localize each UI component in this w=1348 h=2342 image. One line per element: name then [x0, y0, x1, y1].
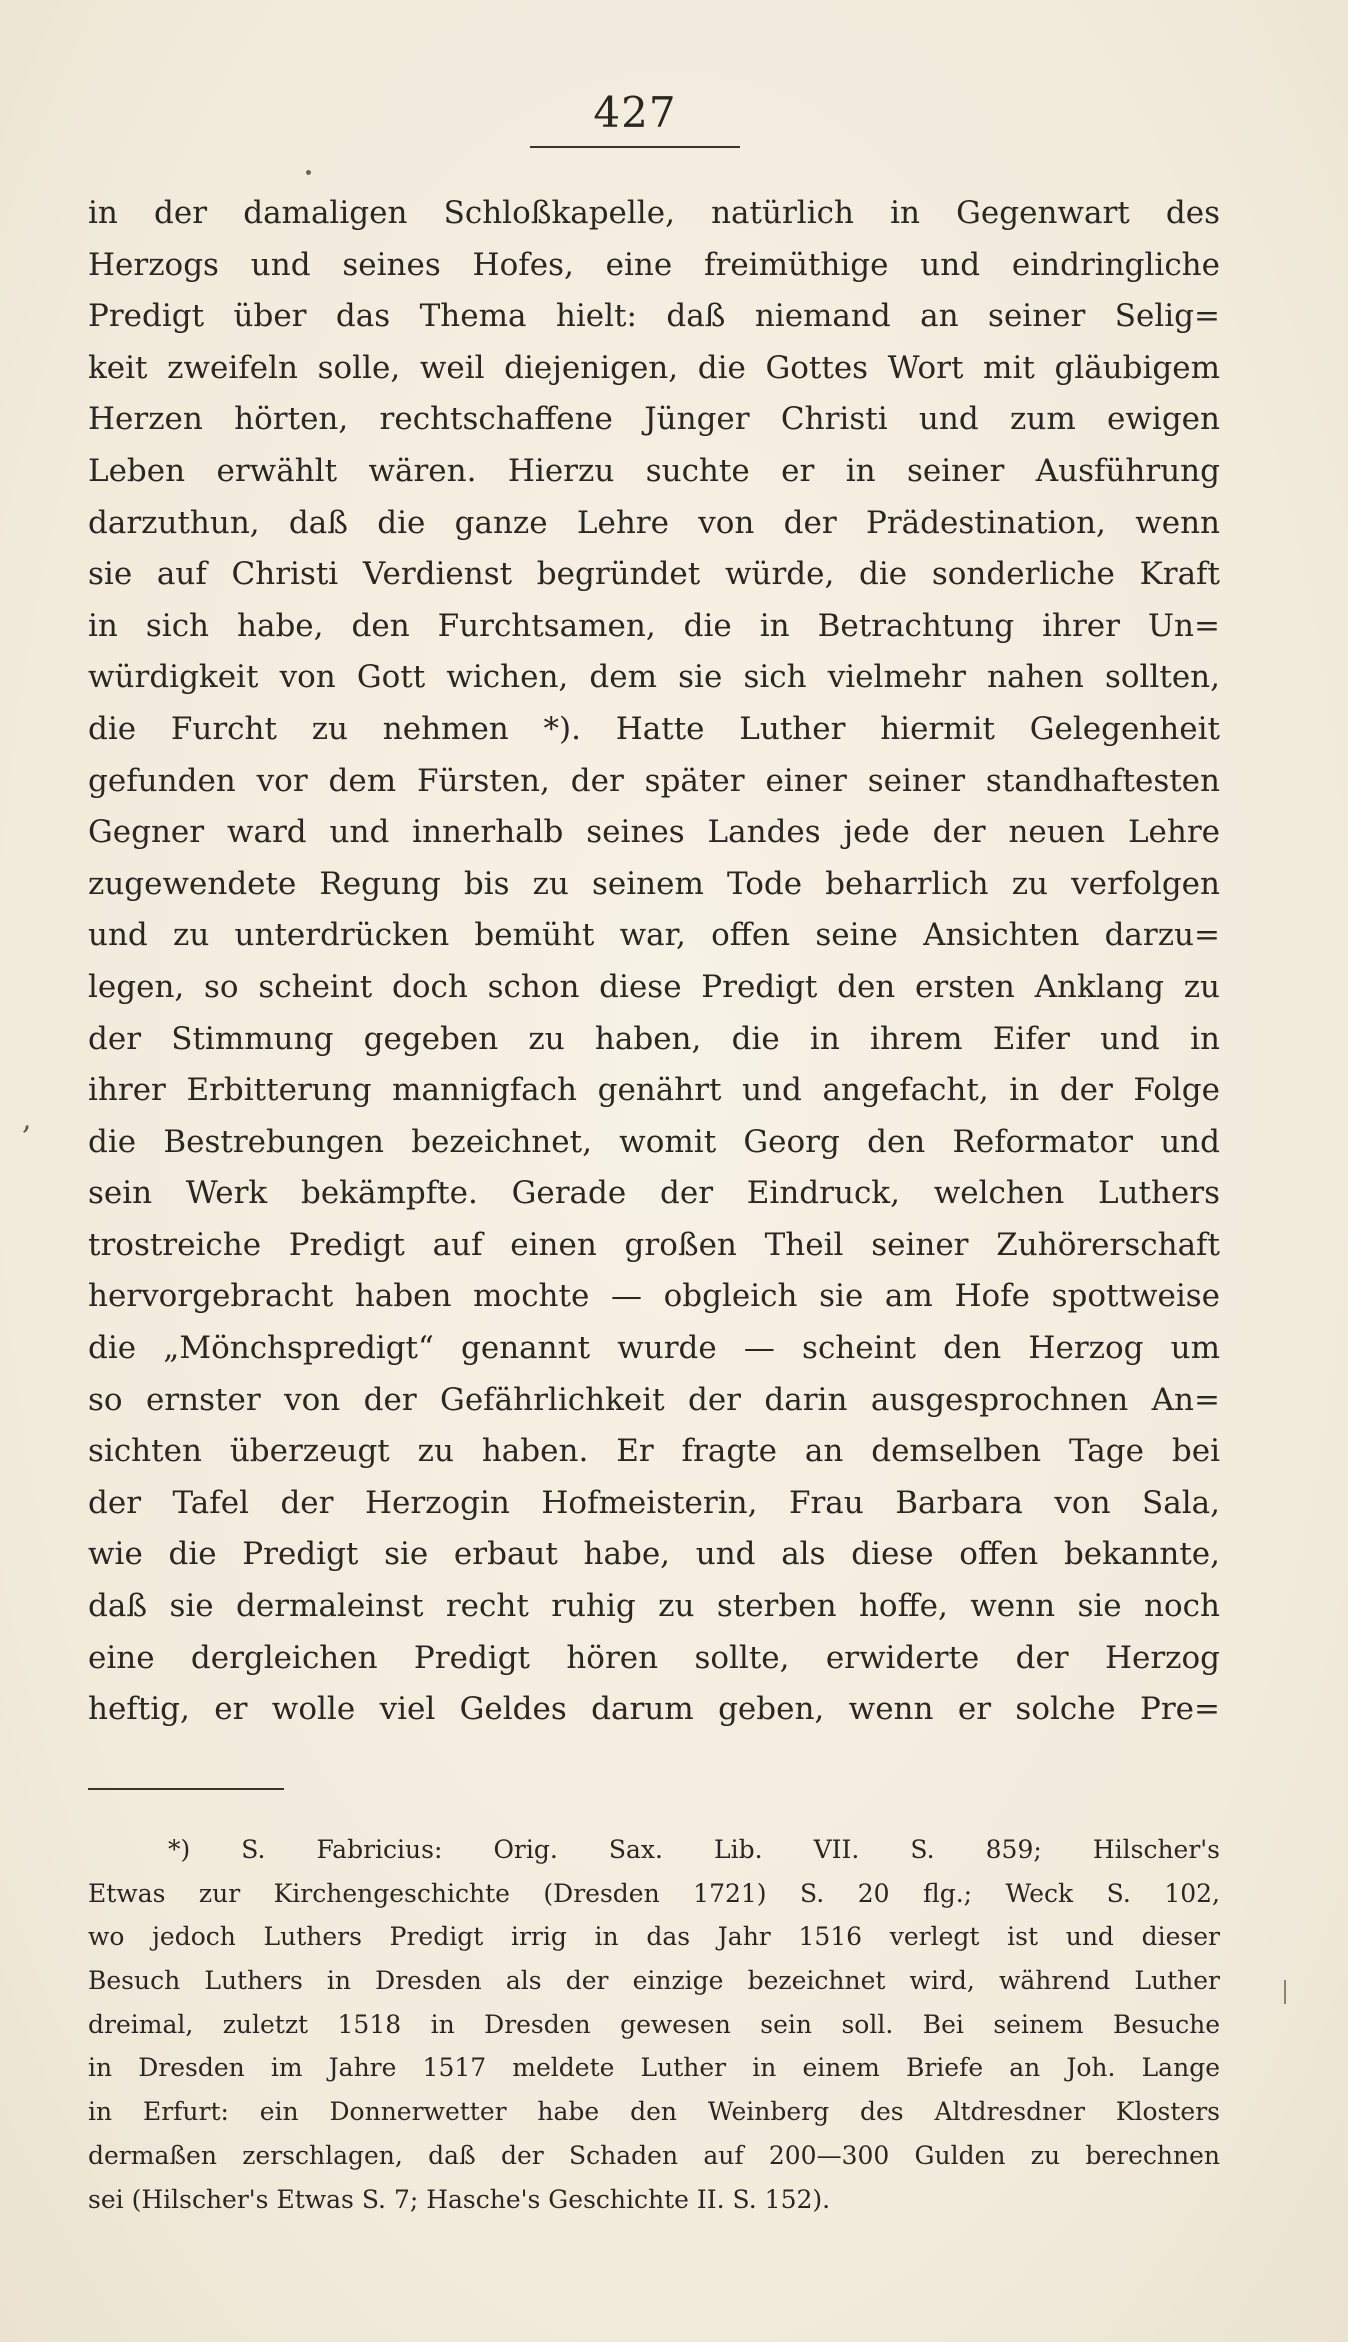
text-line: der Stimmung gegeben zu haben, die in ihrem Eifer und in [88, 1020, 1220, 1057]
margin-mark: , [22, 1102, 32, 1137]
text-line: Predigt über das Thema hielt: daß niemand an seiner Selig= [88, 298, 1220, 335]
text-line: legen, so scheint doch schon diese Predigt den ersten Anklang zu [88, 968, 1220, 1005]
footnote-line: wo jedoch Luthers Predigt irrig in das Jahr 1516 verlegt ist und dieser [88, 1922, 1220, 1952]
page-number: 427 [593, 88, 677, 137]
footnote-line: Etwas zur Kirchengeschichte (Dresden 1721) S. 20 flg.; Weck S. 102, [88, 1878, 1220, 1908]
text-line: sie auf Christi Verdienst begründet würde, die sonderliche Kraft [88, 556, 1220, 593]
text-line: keit zweifeln solle, weil diejenigen, die Gottes Wort mit gläubigem [88, 349, 1220, 386]
text-line: in der damaligen Schloßkapelle, natürlich in Gegenwart des [88, 195, 1220, 231]
text-line: sichten überzeugt zu haben. Er fragte an demselben Tage bei [88, 1433, 1220, 1470]
margin-tick [1284, 1980, 1286, 2004]
header-rule [530, 146, 740, 148]
text-line: gefunden vor dem Fürsten, der später einer seiner standhaftesten [88, 762, 1220, 799]
footnote-block [88, 1828, 1220, 2221]
text-line: die Furcht zu nehmen *). Hatte Luther hiermit Gelegenheit [88, 710, 1220, 747]
text-line: zugewendete Regung bis zu seinem Tode beharrlich zu verfolgen [88, 865, 1220, 902]
footnote-line: sei (Hilscher's Etwas S. 7; Hasche's Geschichte II. S. 152). [88, 2184, 831, 2214]
text-line: die Bestrebungen bezeichnet, womit Georg den Reformator und [88, 1123, 1220, 1160]
text-line: Herzen hörten, rechtschaffene Jünger Christi und zum ewigen [88, 401, 1220, 438]
text-line: ihrer Erbitterung mannigfach genährt und angefacht, in der Folge [88, 1072, 1220, 1109]
footnote-rule [88, 1788, 284, 1790]
print-speck [306, 170, 311, 175]
footnote-line: in Erfurt: ein Donnerwetter habe den Weinberg des Altdresdner Klosters [88, 2097, 1220, 2127]
text-line: hervorgebracht haben mochte — obgleich sie am Hofe spottweise [88, 1278, 1220, 1315]
text-line: so ernster von der Gefährlichkeit der darin ausgesprochnen An= [88, 1381, 1220, 1418]
text-line: Gegner ward und innerhalb seines Landes jede der neuen Lehre [88, 814, 1220, 851]
text-line: heftig, er wolle viel Geldes darum geben, wenn er solche Pre= [88, 1691, 1220, 1728]
text-line: der Tafel der Herzogin Hofmeisterin, Frau Barbara von Sala, [88, 1484, 1220, 1521]
main-text-block [88, 188, 1220, 1736]
text-line: und zu unterdrücken bemüht war, offen seine Ansichten darzu= [88, 917, 1220, 954]
text-line: darzuthun, daß die ganze Lehre von der Prädestination, wenn [88, 504, 1220, 541]
footnote-line: in Dresden im Jahre 1517 meldete Luther in einem Briefe an Joh. Lange [88, 2053, 1220, 2083]
text-line: würdigkeit von Gott wichen, dem sie sich vielmehr nahen sollten, [88, 659, 1220, 696]
text-line: eine dergleichen Predigt hören sollte, erwiderte der Herzog [88, 1639, 1220, 1676]
footnote-line: dermaßen zerschlagen, daß der Schaden auf 200—300 Gulden zu berechnen [88, 2140, 1220, 2170]
footnote-line: dreimal, zuletzt 1518 in Dresden gewesen sein soll. Bei seinem Besuche [88, 2009, 1220, 2039]
text-line: Herzogs und seines Hofes, eine freimüthige und eindringliche [88, 246, 1220, 283]
text-line: sein Werk bekämpfte. Gerade der Eindruck, welchen Luthers [88, 1175, 1220, 1212]
text-line: daß sie dermaleinst recht ruhig zu sterben hoffe, wenn sie noch [88, 1588, 1220, 1625]
footnote-line: *) S. Fabricius: Orig. Sax. Lib. VII. S. 859; Hilscher's [168, 1835, 1220, 1864]
text-line: in sich habe, den Furchtsamen, die in Betrachtung ihrer Un= [88, 607, 1220, 644]
text-line: wie die Predigt sie erbaut habe, und als diese offen bekannte, [88, 1536, 1220, 1573]
text-line: trostreiche Predigt auf einen großen Theil seiner Zuhörerschaft [88, 1226, 1220, 1263]
text-line: Leben erwählt wären. Hierzu suchte er in seiner Ausführung [88, 452, 1220, 489]
text-line: die „Mönchspredigt“ genannt wurde — scheint den Herzog um [88, 1330, 1220, 1367]
footnote-line: Besuch Luthers in Dresden als der einzige bezeichnet wird, während Luther [88, 1966, 1220, 1996]
